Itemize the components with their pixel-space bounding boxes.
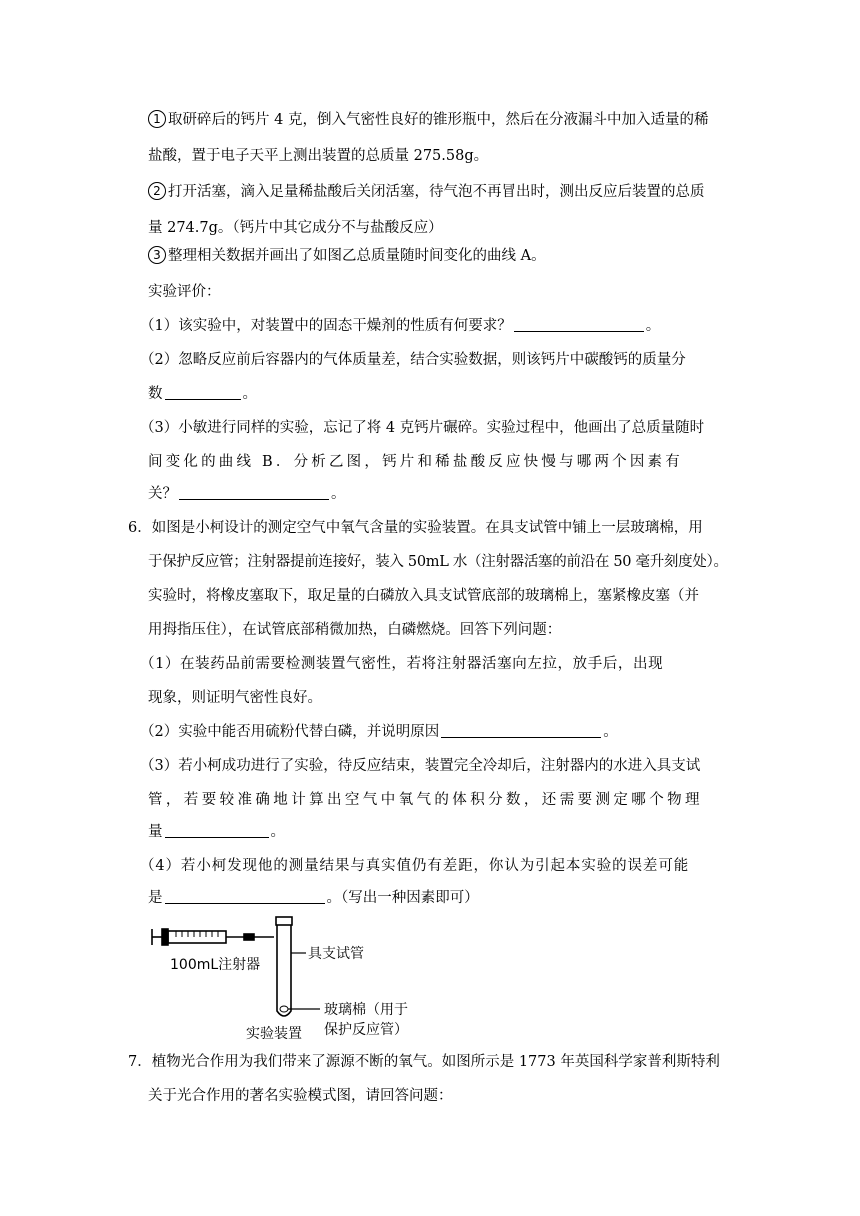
q6-part-1-line-2: 现象，则证明气密性良好。: [148, 690, 322, 706]
answer-blank[interactable]: [165, 823, 269, 838]
glass-wool-label-line-2: 保护反应管）: [324, 1022, 408, 1038]
q6-part-3-line-1: （3）若小柯成功进行了实验，待反应结束，装置完全冷却后，注射器内的水进入具支试: [140, 758, 701, 774]
step-2-line-1: 2 打开活塞，滴入足量稀盐酸后关闭活塞，待气泡不再冒出时，测出反应后装置的总质: [148, 182, 705, 202]
q5-part-3-line-1: （3）小敏进行同样的实验，忘记了将 4 克钙片碾碎。实验过程中，他画出了总质量随时: [140, 420, 705, 436]
q5-part-2-line-2: 数 。: [148, 386, 257, 402]
q6-part-3-line-2: 管，若要较准确地计算出空气中氧气的体积分数，还需要测定哪个物理: [148, 792, 703, 808]
q7-stem-line-1: 7．植物光合作用为我们带来了源源不断的氧气。如图所示是 1773 年英国科学家普利斯特利: [128, 1054, 720, 1070]
answer-blank[interactable]: [441, 723, 601, 738]
answer-blank[interactable]: [165, 889, 325, 904]
step-2-line-2: 量 274.7g。（钙片中其它成分不与盐酸反应）: [148, 220, 443, 236]
q6-part-3-line-3: 量 。: [148, 824, 285, 840]
q5-part-2-line-1: （2）忽略反应前后容器内的气体质量差，结合实验数据，则该钙片中碳酸钙的质量分: [140, 352, 686, 368]
q6-part-4-line-1: （4）若小柯发现他的测量结果与真实值仍有差距，你认为引起本实验的误差可能: [140, 858, 690, 874]
q7-stem-line-2: 关于光合作用的著名实验模式图，请回答问题：: [148, 1088, 453, 1104]
step-1-line-1: 1 取研碎后的钙片 4 克，倒入气密性良好的锥形瓶中，然后在分液漏斗中加入适量的稀: [148, 110, 708, 130]
q6-stem-line-4: 用拇指压住），在试管底部稍微加热，白磷燃烧。回答下列问题：: [148, 622, 562, 638]
answer-blank[interactable]: [179, 485, 329, 500]
q6-part-4-line-2: 是 。（写出一种因素即可）: [148, 890, 479, 906]
q6-part-1-line-1: （1）在装药品前需要检测装置气密性，若将注射器活塞向左拉，放手后，出现: [140, 656, 664, 672]
answer-blank[interactable]: [514, 317, 644, 332]
q5-part-1: （1）该实验中，对装置中的固态干燥剂的性质有何要求？ 。: [140, 318, 661, 334]
q6-stem-line-1: 6．如图是小柯设计的测定空气中氧气含量的实验装置。在具支试管中铺上一层玻璃棉，用: [128, 520, 703, 536]
q5-part-3-line-2: 间变化的曲线 B．分析乙图，钙片和稀盐酸反应快慢与哪两个因素有: [148, 454, 683, 470]
figure-caption: 实验装置: [246, 1026, 302, 1042]
glass-wool-label-line-1: 玻璃棉（用于: [324, 1002, 408, 1018]
step-1-line-2: 盐酸，置于电子天平上测出装置的总质量 275.58g。: [148, 148, 489, 164]
step-3-line-1: 3 整理相关数据并画出了如图乙总质量随时间变化的曲线 A。: [148, 246, 546, 266]
q5-part-3-line-3: 关？ 。: [148, 486, 346, 502]
q6-stem-line-3: 实验时，将橡皮塞取下，取足量的白磷放入具支试管底部的玻璃棉上，塞紧橡皮塞（并: [148, 588, 699, 604]
circled-number: 1: [148, 110, 166, 128]
apparatus-figure: [148, 915, 428, 1043]
q6-stem-line-2: 于保护反应管；注射器提前连接好，装入 50mL 水（注射器活塞的前沿在 50 毫升刻度处）。: [148, 554, 728, 570]
circled-number: 3: [148, 246, 166, 264]
evaluation-title: 实验评价：: [148, 284, 221, 300]
answer-blank[interactable]: [165, 385, 241, 400]
branch-test-tube-icon: [276, 917, 292, 1016]
syringe-label: 100mL注射器: [170, 957, 261, 973]
tube-label: 具支试管: [308, 946, 364, 962]
circled-number: 2: [148, 182, 166, 200]
q6-part-2: （2）实验中能否用硫粉代替白磷，并说明原因 。: [140, 724, 618, 740]
syringe-icon: [152, 929, 274, 945]
